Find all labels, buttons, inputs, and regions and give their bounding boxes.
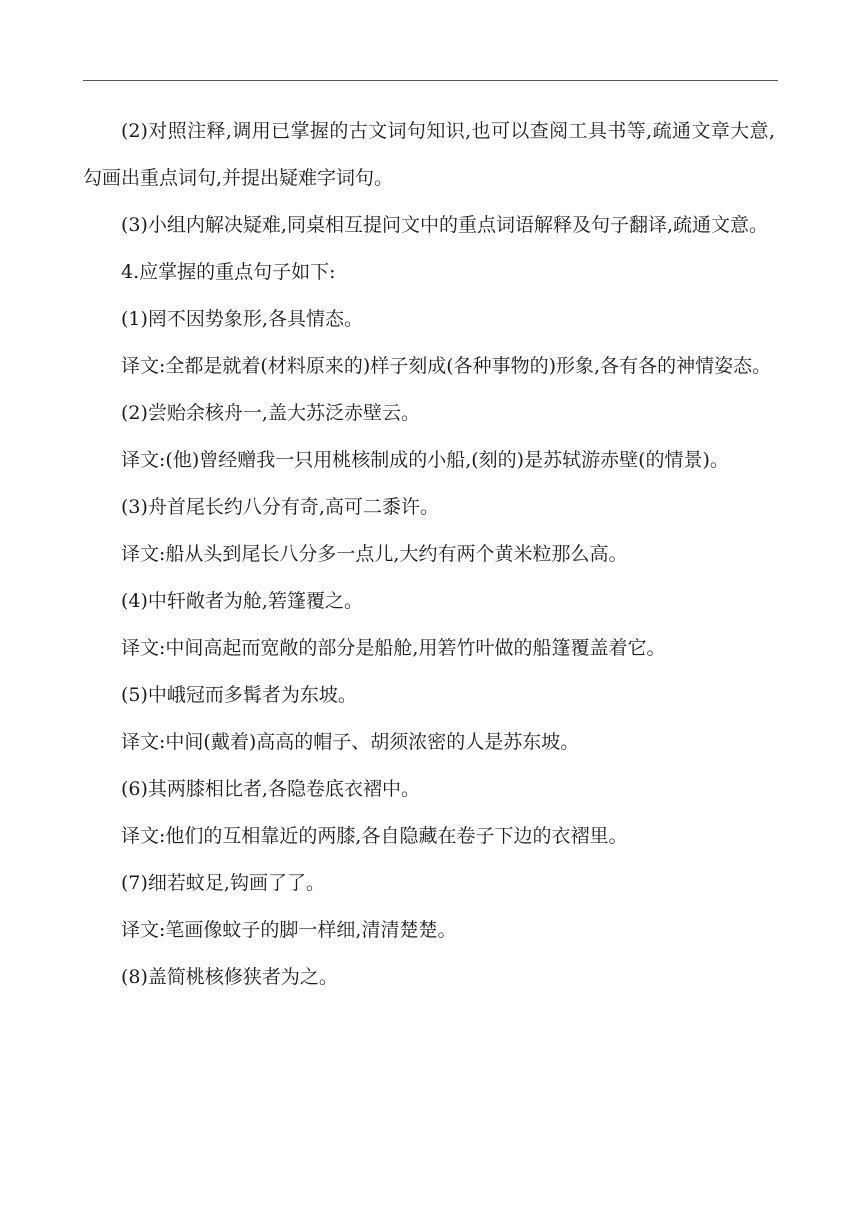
document-body <box>83 108 775 1001</box>
paragraph: (2)对照注释,调用已掌握的古文词句知识,也可以查阅工具书等,疏通文章大意,勾画出重点词句,并提出疑难字词句。 <box>83 120 775 189</box>
translation: 译文:船从头到尾长八分多一点儿,大约有两个黄米粒那么高。 <box>121 543 628 565</box>
translation: 译文:笔画像蚊子的脚一样细,清清楚楚。 <box>121 919 457 941</box>
key-sentence: (3)舟首尾长约八分有奇,高可二黍许。 <box>121 496 439 518</box>
section-heading: 4.应掌握的重点句子如下: <box>121 261 336 283</box>
translation: 译文:全都是就着(材料原来的)样子刻成(各种事物的)形象,各有各的神情姿态。 <box>121 355 772 377</box>
header-rule <box>83 80 778 81</box>
translation: 译文:(他)曾经赠我一只用桃核制成的小船,(刻的)是苏轼游赤壁(的情景)。 <box>121 449 729 471</box>
key-sentence: (8)盖简桃核修狭者为之。 <box>121 966 338 988</box>
key-sentence: (4)中轩敞者为舱,箬篷覆之。 <box>121 590 363 612</box>
key-sentence: (6)其两膝相比者,各隐卷底衣褶中。 <box>121 778 420 800</box>
key-sentence: (5)中峨冠而多髯者为东坡。 <box>121 684 357 706</box>
translation: 译文:中间(戴着)高高的帽子、胡须浓密的人是苏东坡。 <box>121 731 580 753</box>
key-sentence: (7)细若蚊足,钩画了了。 <box>121 872 325 894</box>
paragraph: (3)小组内解决疑难,同桌相互提问文中的重点词语解释及句子翻译,疏通文意。 <box>121 214 768 236</box>
key-sentence: (2)尝贻余核舟一,盖大苏泛赤壁云。 <box>121 402 420 424</box>
translation: 译文:他们的互相靠近的两膝,各自隐藏在卷子下边的衣褶里。 <box>121 825 628 847</box>
key-sentence: (1)罔不因势象形,各具情态。 <box>121 308 363 330</box>
translation: 译文:中间高起而宽敞的部分是船舱,用箬竹叶做的船篷覆盖着它。 <box>121 637 666 659</box>
